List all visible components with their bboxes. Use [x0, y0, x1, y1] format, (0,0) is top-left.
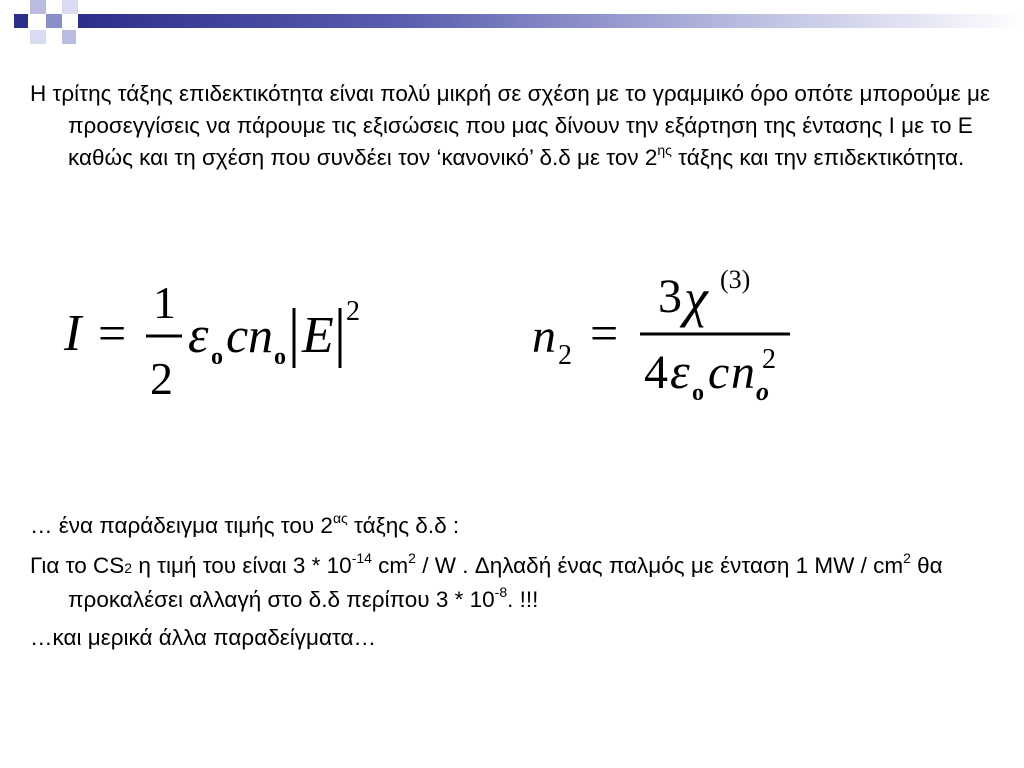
more-examples-line — [30, 622, 1024, 654]
intro-superscript: ης — [657, 141, 672, 158]
eq2-chi: χ — [684, 268, 708, 328]
cs2-text: Για το CS — [30, 553, 125, 578]
eq1-n: n — [248, 307, 273, 363]
more-examples-text: …και μερικά άλλα παραδείγματα… — [30, 625, 377, 650]
intro-text: Η τρίτης τάξης επιδεκτικότητα είναι πολύ μικρή σε σχέση με το γραμμικό όρο οπότε μπορούμε με προσεγγίσεις να πάρουμε τις εξισώσεις που μας δίνουν την εξάρτηση της έντασης Ι με το Ε καθώς και τη σχέση που συνδέει τον ‘κανονικό’ δ.δ με τον 2 — [30, 81, 991, 170]
cs2-end-text: . !!! — [507, 587, 539, 612]
nonlinear-index-equation — [528, 258, 798, 408]
cs2-pulse-text: / W . Δηλαδή ένας παλμός με ένταση 1 MW / cm — [415, 553, 904, 578]
cs2-example-paragraph — [30, 550, 1024, 616]
eq2-n-exp: 2 — [762, 344, 776, 375]
eq1-epsilon: ε — [188, 307, 209, 364]
eq2-c: c — [708, 346, 730, 399]
eq2-chi-sup: (3) — [720, 265, 751, 294]
cs2-value-text: η τιμή του είναι 3 * 10 — [132, 553, 352, 578]
example-heading-text: … ένα παράδειγμα τιμής του 2 — [30, 513, 333, 538]
example-heading — [30, 510, 1024, 542]
eq2-sub-o: o — [692, 380, 704, 406]
eq1-n-sub-o: o — [274, 344, 286, 370]
eq1-equals: = — [98, 305, 127, 361]
cs2-change-exponent: -8 — [494, 583, 508, 600]
example-heading-superscript: ας — [332, 509, 348, 526]
eq2-num-coef: 3 — [658, 270, 682, 323]
eq2-n: n — [731, 346, 755, 399]
eq1-numerator: 1 — [153, 277, 176, 328]
example-heading-text-end: τάξης δ.δ : — [347, 513, 460, 538]
decor-square — [62, 0, 78, 14]
intro-text-end: τάξης και την επιδεκτικότητα. — [671, 145, 965, 170]
eq1-E: E — [302, 307, 334, 364]
eq2-n-sub-o: o — [756, 377, 769, 406]
eq2-lhs-n: n — [532, 310, 556, 363]
eq1-denominator: 2 — [150, 353, 173, 404]
intro-paragraph — [30, 78, 1024, 174]
eq2-equals: = — [590, 305, 619, 361]
decor-square — [30, 0, 46, 14]
eq1-sub-o: o — [211, 344, 223, 370]
decor-square — [62, 30, 76, 44]
cs2-subscript: 2 — [124, 560, 133, 576]
eq1-lhs: I — [64, 305, 82, 362]
eq2-den-coef: 4 — [644, 346, 668, 399]
cs2-unit-exponent: 2 — [408, 549, 416, 566]
eq1-c: c — [226, 307, 249, 363]
cs2-change-text: θα προκαλέσει αλλαγή στο δ.δ περίπου 3 * 10 — [68, 553, 943, 612]
eq2-lhs-sub: 2 — [558, 340, 572, 371]
decor-square — [30, 30, 46, 44]
decor-square — [14, 14, 28, 28]
intensity-equation — [58, 268, 368, 408]
eq1-exponent: 2 — [346, 296, 360, 327]
cs2-pulse-exponent: 2 — [903, 549, 911, 566]
cs2-exponent: -14 — [351, 549, 372, 566]
cs2-unit-text: cm — [371, 553, 409, 578]
decor-square — [46, 14, 62, 28]
eq2-epsilon: ε — [670, 343, 690, 399]
header-decoration — [0, 0, 1024, 46]
decor-gradient-band — [78, 14, 1024, 28]
